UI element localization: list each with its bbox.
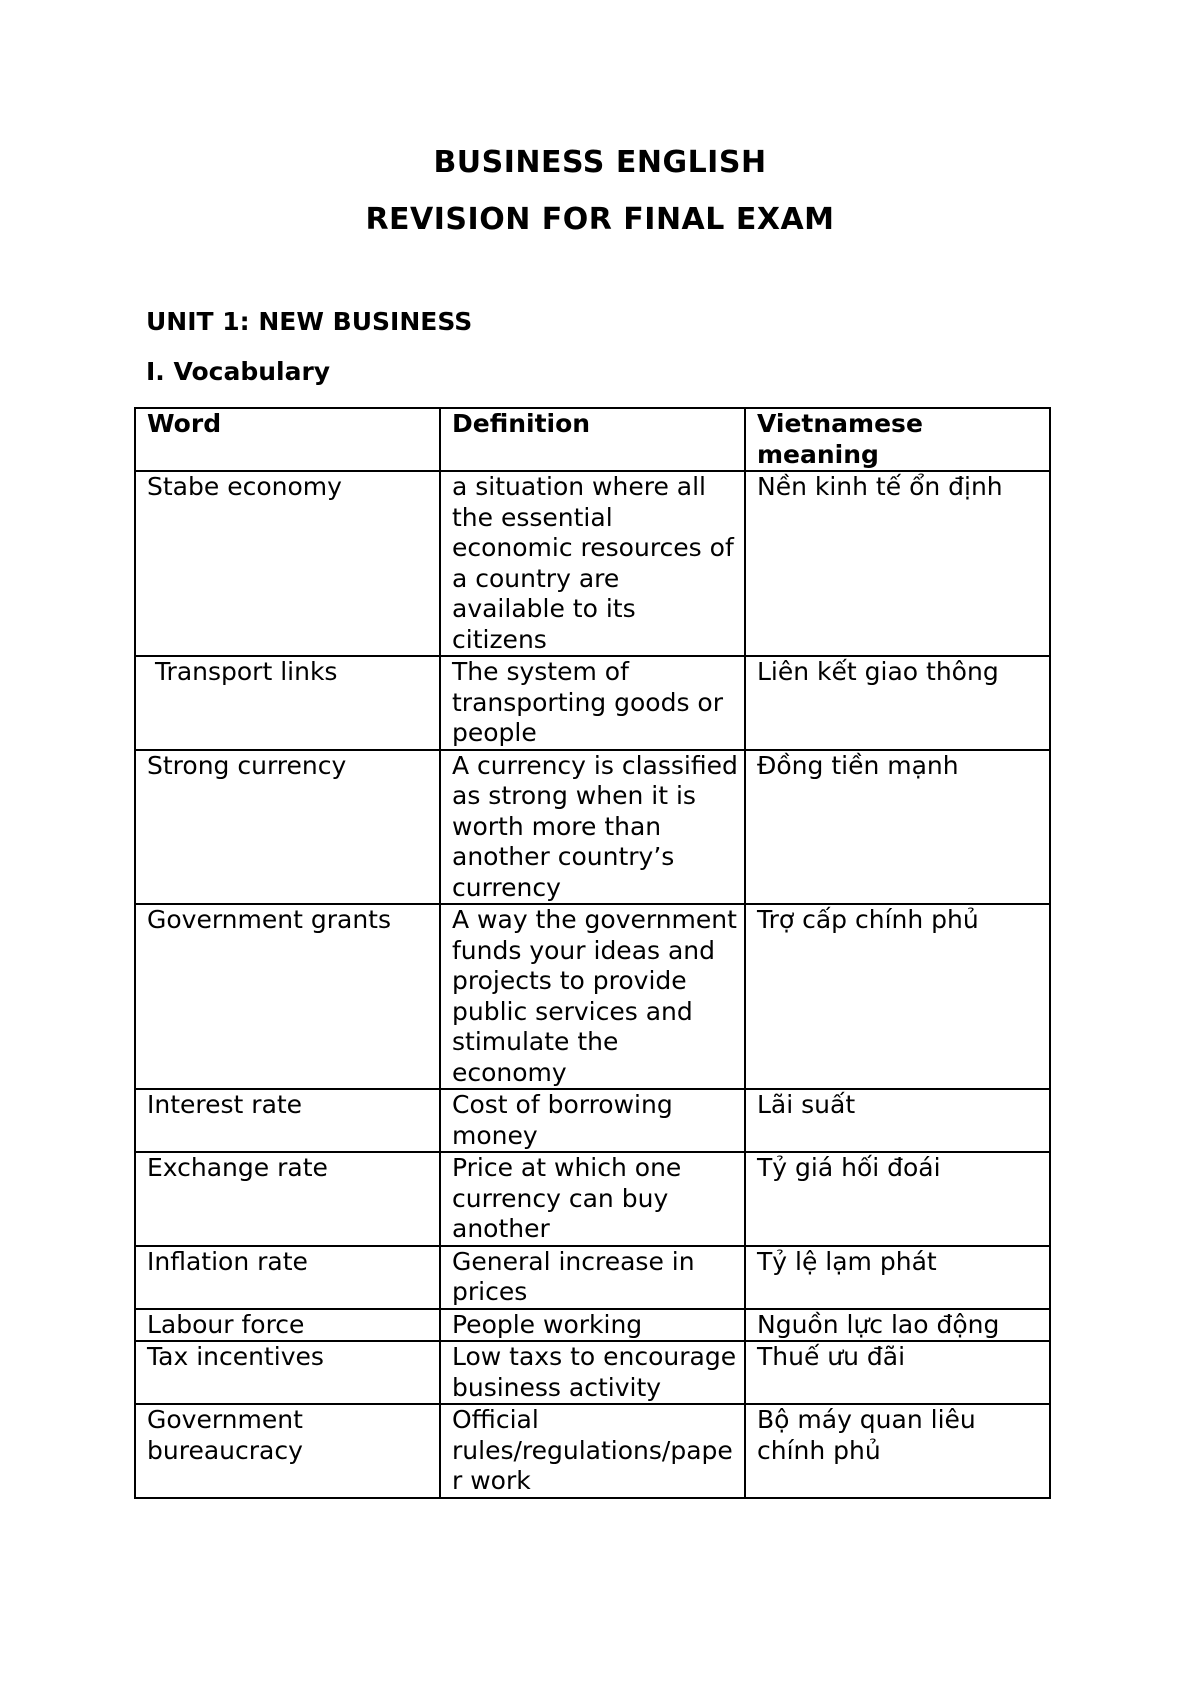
table-header-row <box>135 408 1050 471</box>
table-row <box>135 1404 1050 1498</box>
definition-cell: A currency is classified as strong when it is worth more than another country’s currency <box>440 750 745 905</box>
definition-cell: Official rules/regulations/paper work <box>440 1404 745 1498</box>
word-cell: Labour force <box>135 1309 440 1342</box>
vietnamese-cell: Bộ máy quan liêu chính phủ <box>745 1404 1050 1498</box>
word-cell: Interest rate <box>135 1089 440 1152</box>
vietnamese-cell: Thuế ưu đãi <box>745 1341 1050 1404</box>
definition-cell: A way the government funds your ideas and projects to provide public services and stimulate the economy <box>440 904 745 1089</box>
vietnamese-cell: Nguồn lực lao động <box>745 1309 1050 1342</box>
document-subtitle: REVISION FOR FINAL EXAM <box>365 202 835 237</box>
header-vietnamese-meaning: Vietnamese meaning <box>745 408 1050 471</box>
word-cell: Government grants <box>135 904 440 1089</box>
word-cell: Tax incentives <box>135 1341 440 1404</box>
table-row <box>135 1341 1050 1404</box>
word-cell: Strong currency <box>135 750 440 905</box>
table-row <box>135 1309 1050 1342</box>
vietnamese-cell: Tỷ giá hối đoái <box>745 1152 1050 1246</box>
table-row <box>135 1246 1050 1309</box>
document-title: BUSINESS ENGLISH <box>433 145 767 180</box>
unit-heading: UNIT 1: NEW BUSINESS <box>146 307 473 336</box>
table-row <box>135 904 1050 1089</box>
vietnamese-cell: Lãi suất <box>745 1089 1050 1152</box>
definition-cell: Price at which one currency can buy another <box>440 1152 745 1246</box>
table-row <box>135 750 1050 905</box>
vietnamese-cell: Tỷ lệ lạm phát <box>745 1246 1050 1309</box>
vietnamese-cell: Đồng tiền mạnh <box>745 750 1050 905</box>
definition-cell: People working <box>440 1309 745 1342</box>
vietnamese-cell: Nền kinh tế ổn định <box>745 471 1050 656</box>
word-cell: Inflation rate <box>135 1246 440 1309</box>
header-word: Word <box>135 408 440 471</box>
vietnamese-cell: Trợ cấp chính phủ <box>745 904 1050 1089</box>
definition-cell: General increase in prices <box>440 1246 745 1309</box>
section-heading: I. Vocabulary <box>146 357 331 386</box>
word-cell: Transport links <box>135 656 440 750</box>
definition-cell: Cost of borrowing money <box>440 1089 745 1152</box>
vocabulary-table <box>134 407 1051 1499</box>
word-cell: Stabe economy <box>135 471 440 656</box>
word-cell: Government bureaucracy <box>135 1404 440 1498</box>
table-row <box>135 1152 1050 1246</box>
definition-cell: The system of transporting goods or people <box>440 656 745 750</box>
definition-cell: Low taxs to encourage business activity <box>440 1341 745 1404</box>
word-cell: Exchange rate <box>135 1152 440 1246</box>
table-row <box>135 1089 1050 1152</box>
header-definition: Definition <box>440 408 745 471</box>
table-row <box>135 656 1050 750</box>
table-row <box>135 471 1050 656</box>
vietnamese-cell: Liên kết giao thông <box>745 656 1050 750</box>
definition-cell: a situation where all the essential economic resources of a country are available to its citizens <box>440 471 745 656</box>
